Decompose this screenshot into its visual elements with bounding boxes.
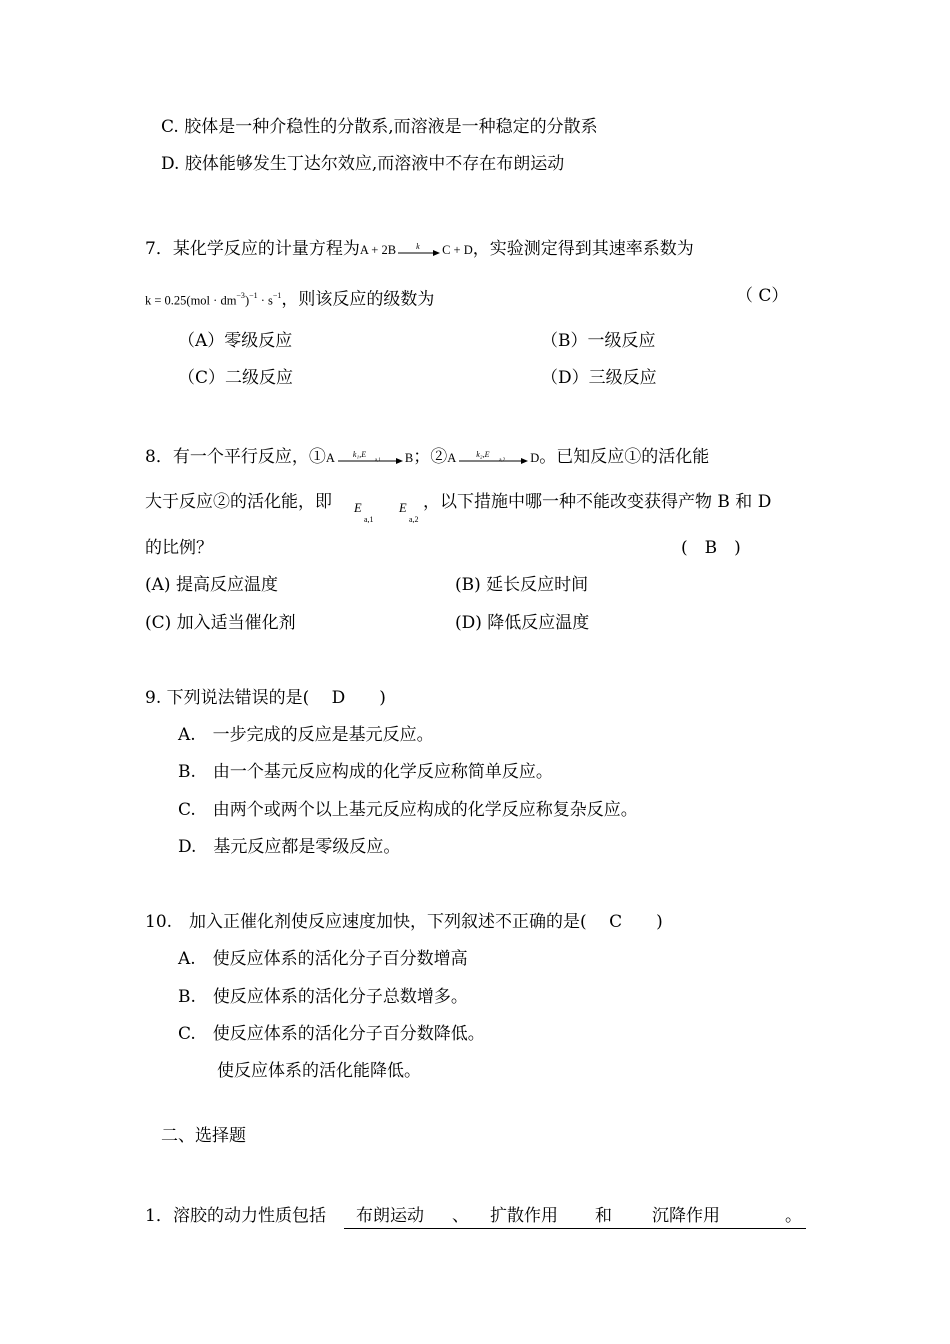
q8-r1-label: k₁,E (352, 449, 367, 459)
q8-option-c: (C) 加入适当催化剂 (145, 613, 296, 633)
q7-eq-right: C + D (442, 243, 473, 257)
q10-option-b: B. 使反应体系的活化分子总数增多。 (178, 987, 468, 1007)
q8-option-b: (B) 延长反应时间 (455, 575, 589, 595)
reaction-arrow-icon (335, 448, 405, 468)
q7-k-exp3: −1 (272, 291, 282, 300)
fill1-separator-1: 、 (452, 1206, 469, 1226)
reaction-arrow-icon (456, 448, 530, 468)
q6-option-c: C. 胶体是一种介稳性的分散系,而溶液是一种稳定的分散系 (161, 117, 598, 137)
q8-stem-line3: 的比例？ (145, 538, 213, 558)
q7-eq-k: k (416, 241, 420, 251)
q8-stem-line2b: ，以下措施中哪一种不能改变获得产物 B 和 D (423, 492, 772, 512)
q7-k-exp2: −1 (249, 291, 258, 300)
q8-r1-left: A (325, 451, 335, 465)
q9-option-b: B. 由一个基元反应构成的化学反应称简单反应。 (178, 762, 553, 782)
q7-number: 7． (145, 239, 173, 259)
fill1-number: 1． (145, 1206, 173, 1226)
q8-e1-sub: a,1 (364, 515, 374, 524)
q8-text1: 有一个平行反应，① (172, 447, 326, 467)
q8-e1: E (354, 501, 362, 515)
q10-stem: 10. 加入正催化剂使反应速度加快，下列叙述不正确的是( C ) (145, 912, 663, 932)
q8-stem-line1 (145, 447, 709, 468)
q8-r1-sub: a,1 (374, 457, 381, 463)
q7-k-mid: ) (244, 293, 250, 308)
q6-option-d: D. 胶体能够发生丁达尔效应,而溶液中不存在布朗运动 (161, 154, 565, 174)
q8-r1-right: B (404, 451, 414, 465)
q9-option-d: D. 基元反应都是零级反应。 (178, 837, 401, 857)
reaction-arrow-icon (396, 240, 442, 260)
fill1-text: 溶胶的动力性质包括 (173, 1206, 326, 1226)
q8-e2-sub: a,2 (409, 515, 419, 524)
q7-option-d: （D）三级反应 (541, 368, 657, 388)
q7-text2: ，实验测定得到其速率系数为 (472, 239, 694, 259)
q8-number: 8． (145, 447, 173, 467)
fill1-separator-2: 和 (595, 1206, 612, 1226)
q7-option-b: （B）一级反应 (541, 331, 656, 351)
q8-r2-label: k₂,E (476, 449, 490, 459)
q7-stem-line2 (145, 286, 434, 311)
q8-option-a: (A) 提高反应温度 (145, 575, 278, 595)
q7-option-a: （A）零级反应 (178, 331, 293, 351)
q8-e2: E (399, 501, 407, 515)
q7-eq-left: A + 2B (359, 243, 397, 257)
q7-k-expr: k = 0.25(mol · dm (145, 293, 237, 308)
answer-underline (344, 1228, 806, 1229)
q8-r2-sub: a,2 (499, 457, 506, 463)
q8-answer: ( B ) (681, 538, 741, 558)
section-title: 二、选择题 (161, 1126, 246, 1146)
fill1-end: 。 (785, 1206, 802, 1226)
q7-option-c: （C）二级反应 (178, 368, 294, 388)
q10-option-a: A. 使反应体系的活化分子百分数增高 (178, 949, 468, 969)
q7-answer: （ C） (736, 286, 789, 306)
q10-option-d: 使反应体系的活化能降低。 (217, 1061, 421, 1081)
q8-text2: 。已知反应①的活化能 (539, 447, 710, 467)
fill1-answer-1: 布朗运动 (356, 1206, 424, 1226)
q7-k-exp1: −3 (236, 291, 245, 300)
q8-option-d: (D) 降低反应温度 (455, 613, 590, 633)
q9-option-c: C. 由两个或两个以上基元反应构成的化学反应称复杂反应。 (178, 800, 638, 820)
q7-k-s: · s (257, 293, 273, 308)
q7-text3: ，则该反应的级数为 (281, 289, 435, 310)
q7-text1: 某化学反应的计量方程为 (172, 239, 360, 259)
q9-option-a: A. 一步完成的反应是基元反应。 (178, 725, 434, 745)
q9-stem: 9. 下列说法错误的是( D ) (145, 688, 386, 708)
q8-r2-right: D (530, 451, 540, 465)
q8-sep: ；② (413, 447, 448, 467)
fill1-answer-3: 沉降作用 (652, 1206, 720, 1226)
q8-r2-left: A (447, 451, 457, 465)
fill1-answer-2: 扩散作用 (490, 1206, 558, 1226)
q8-stem-line2a: 大于反应②的活化能，即 (145, 492, 332, 512)
q7-stem-line1 (145, 239, 694, 260)
q10-option-c: C. 使反应体系的活化分子百分数降低。 (178, 1024, 485, 1044)
